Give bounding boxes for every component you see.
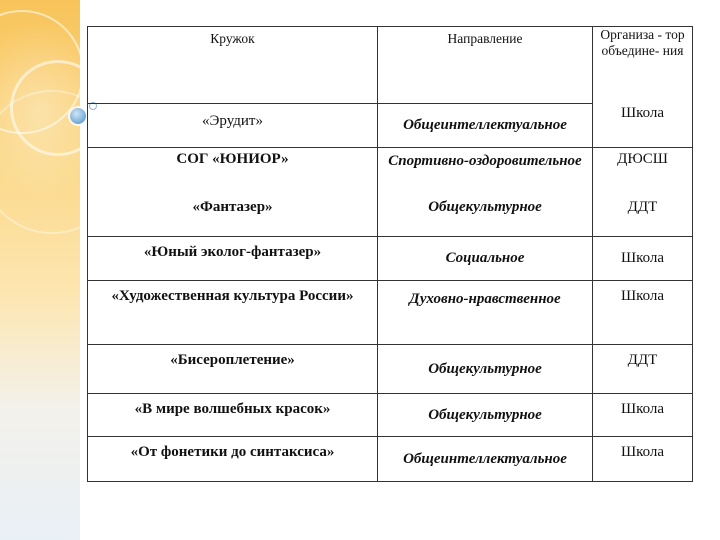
header-circle: Кружок (88, 27, 378, 104)
circle-name: СОГ «ЮНИОР» (88, 148, 378, 198)
circle-name: «Бисероплетение» (88, 345, 378, 394)
circle-direction: Общекультурное (378, 198, 593, 237)
circle-direction: Общекультурное (378, 394, 593, 437)
circle-name: «От фонетики до синтаксиса» (88, 437, 378, 482)
circle-organizer: ДДТ (593, 345, 693, 394)
table-row (88, 198, 693, 237)
table-row (88, 345, 693, 394)
decorative-ring (0, 90, 80, 234)
circle-organizer: Школа (593, 394, 693, 437)
circle-direction: Социальное (378, 237, 593, 281)
circle-direction: Спортивно-оздоровительное (378, 148, 593, 198)
table-row (88, 437, 693, 482)
header-row (88, 27, 693, 104)
circle-name: «Художественная культура России» (88, 281, 378, 345)
circle-name: «Эрудит» (88, 104, 378, 148)
table-row (88, 237, 693, 281)
circle-organizer: Школа (593, 104, 693, 148)
circle-organizer: Школа (593, 437, 693, 482)
table-row (88, 104, 693, 148)
circle-direction: Общекультурное (378, 345, 593, 394)
table-row (88, 394, 693, 437)
circle-organizer: Школа (593, 281, 693, 345)
circle-direction: Общеинтеллектуальное (378, 104, 593, 148)
circle-organizer: Школа (593, 237, 693, 281)
decorative-side-band (0, 0, 80, 540)
circle-name: «В мире волшебных красок» (88, 394, 378, 437)
header-organizer: Организа - тор объедине- ния (593, 27, 693, 104)
circle-direction: Общеинтеллектуальное (378, 437, 593, 482)
bullet-dot-icon (70, 108, 86, 124)
circle-name: «Юный эколог-фантазер» (88, 237, 378, 281)
table-row (88, 281, 693, 345)
circle-direction: Духовно-нравственное (378, 281, 593, 345)
circle-organizer: ДЮСШ (593, 148, 693, 198)
circle-name: «Фантазер» (88, 198, 378, 237)
circles-table (87, 26, 693, 482)
header-direction: Направление (378, 27, 593, 104)
circle-organizer: ДДТ (593, 198, 693, 237)
table-row (88, 148, 693, 198)
